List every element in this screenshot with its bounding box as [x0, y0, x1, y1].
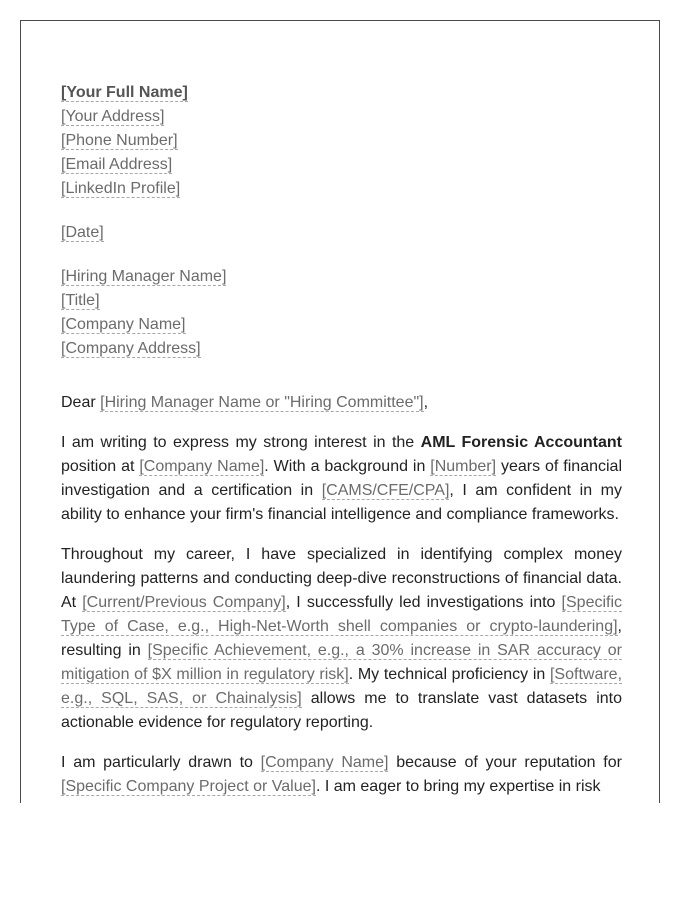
- p2-software: [Software, e.g., SQL, SAS, or Chainalysis]: [61, 666, 623, 707]
- sender-block: [61, 81, 622, 201]
- p1-company: [Company Name]: [139, 458, 265, 475]
- salutation-name: [Hiring Manager Name or "Hiring Committee"]: [100, 394, 424, 411]
- p3-project: [Specific Company Project or Value]: [61, 778, 316, 795]
- date-block: [61, 221, 622, 245]
- p2-achievement: [Specific Achievement, e.g., a 30% increase in SAR accuracy or mitigation of $X million in regulatory risk]: [61, 642, 622, 683]
- job-role: AML Forensic Accountant: [420, 434, 622, 451]
- p2-case-type: [Specific Type of Case, e.g., High-Net-Worth shell companies or crypto-laundering]: [61, 594, 623, 635]
- letter-page: [20, 20, 660, 803]
- p3-company: [Company Name]: [260, 754, 389, 771]
- sender-phone: [Phone Number]: [61, 132, 178, 149]
- sender-linkedin: [LinkedIn Profile]: [61, 180, 181, 197]
- sender-name: [Your Full Name]: [61, 84, 188, 101]
- paragraph-experience: [61, 543, 622, 735]
- salutation-prefix: Dear: [61, 394, 101, 411]
- p2-company: [Current/Previous Company]: [82, 594, 286, 611]
- p1-text-4: years of financial investigation and a certification in: [61, 458, 622, 499]
- p3-text-3: . I am eager to bring my expertise in risk: [315, 778, 601, 795]
- p3-text-1: I am particularly drawn to: [61, 754, 261, 771]
- p2-text-5: allows me to translate vast datasets into actionable evidence for regulatory reporting.: [61, 690, 622, 731]
- recipient-block: [61, 265, 622, 361]
- p1-certification: [CAMS/CFE/CPA]: [321, 482, 450, 499]
- sender-email: [Email Address]: [61, 156, 173, 173]
- paragraph-intro: [61, 431, 622, 527]
- p1-text-2: position at: [61, 458, 140, 475]
- p2-text-2: , I successfully led investigations into: [285, 594, 562, 611]
- recipient-manager: [Hiring Manager Name]: [61, 268, 227, 285]
- p1-text-1: I am writing to express my strong interest in the: [61, 434, 421, 451]
- recipient-address: [Company Address]: [61, 340, 201, 357]
- p2-text-3: , resulting in: [61, 618, 622, 659]
- sender-address: [Your Address]: [61, 108, 165, 125]
- p2-text-4: . My technical proficiency in: [348, 666, 550, 683]
- recipient-title: [Title]: [61, 292, 100, 309]
- p2-text-1: Throughout my career, I have specialized in identifying complex money laundering patterns and conducting deep-dive reconstructions of financial data. At: [61, 546, 622, 611]
- paragraph-motivation: [61, 751, 622, 799]
- letter-date: [Date]: [61, 224, 104, 241]
- recipient-company: [Company Name]: [61, 316, 186, 333]
- letter-body: [61, 81, 622, 803]
- salutation: [61, 391, 622, 415]
- p3-text-2: because of your reputation for: [388, 754, 622, 771]
- p1-text-5: , I am confident in my ability to enhance your firm's financial intelligence and compliance frameworks.: [61, 482, 623, 523]
- p1-text-3: . With a background in: [264, 458, 431, 475]
- salutation-suffix: ,: [423, 394, 429, 411]
- p1-years: [Number]: [430, 458, 497, 475]
